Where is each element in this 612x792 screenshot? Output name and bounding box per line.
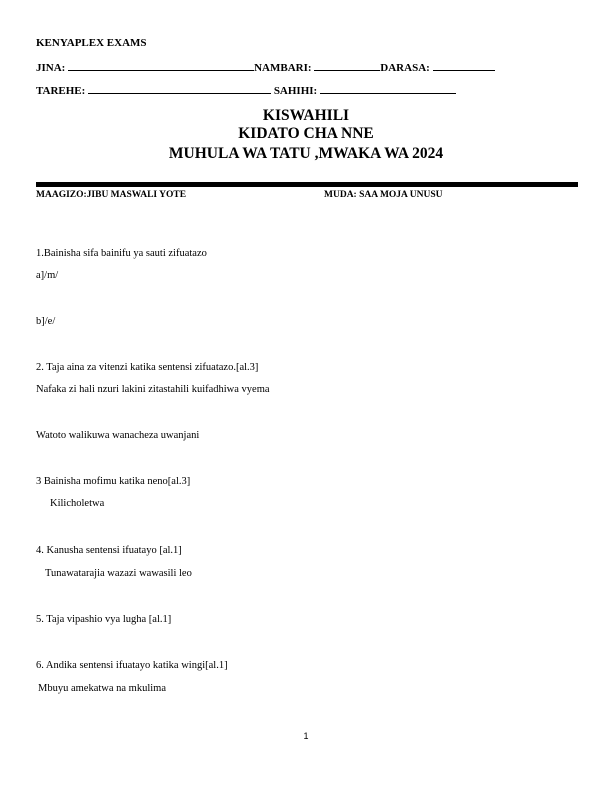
question-4: 4. Kanusha sentensi ifuatayo [al.1] xyxy=(36,545,182,556)
jina-blank[interactable] xyxy=(68,61,254,71)
question-1: 1.Bainisha sifa bainifu ya sauti zifuatazo xyxy=(36,248,207,259)
question-2: 2. Taja aina za vitenzi katika sentensi zifuatazo.[al.3] xyxy=(36,362,259,373)
duration-text: MUDA: SAA MOJA UNUSU xyxy=(324,190,443,200)
term-title: MUHULA WA TATU ,MWAKA WA 2024 xyxy=(168,145,444,162)
subject-title: KISWAHILI xyxy=(262,107,350,124)
question-6-sentence: Mbuyu amekatwa na mkulima xyxy=(38,683,167,694)
header-line-1 xyxy=(36,61,495,74)
instructions-text: MAAGIZO:JIBU MASWALI YOTE xyxy=(36,190,187,200)
nambari-label: NAMBARI: xyxy=(254,62,312,74)
question-3: 3 Bainisha mofimu katika neno[al.3] xyxy=(36,476,191,487)
question-5: 5. Taja vipashio vya lugha [al.1] xyxy=(36,614,172,625)
question-2-sentence-1: Nafaka zi hali nzuri lakini zitastahili kuifadhiwa vyema xyxy=(36,384,270,395)
question-3-word: Kilicholetwa xyxy=(50,498,105,509)
question-1-item-a: a]/m/ xyxy=(36,270,59,281)
question-4-sentence: Tunawatarajia wazazi wawasili leo xyxy=(45,568,192,579)
divider-rule xyxy=(36,182,578,187)
nambari-blank[interactable] xyxy=(314,61,380,71)
jina-label: JINA: xyxy=(36,62,66,74)
question-2-sentence-2: Watoto walikuwa wanacheza uwanjani xyxy=(36,430,200,441)
tarehe-label: TAREHE: xyxy=(36,85,86,97)
darasa-blank[interactable] xyxy=(433,61,495,71)
question-1-item-b: b]/e/ xyxy=(36,316,56,327)
form-title: KIDATO CHA NNE xyxy=(238,125,374,142)
header-line-2 xyxy=(36,84,456,97)
darasa-label: DARASA: xyxy=(380,62,430,74)
tarehe-blank[interactable] xyxy=(88,84,271,94)
sahihi-blank[interactable] xyxy=(320,84,456,94)
sahihi-label: SAHIHI: xyxy=(273,85,318,97)
question-6: 6. Andika sentensi ifuatayo katika wingi[al.1] xyxy=(36,660,228,671)
school-name: KENYAPLEX EXAMS xyxy=(36,37,147,49)
page-number: 1 xyxy=(303,731,309,741)
